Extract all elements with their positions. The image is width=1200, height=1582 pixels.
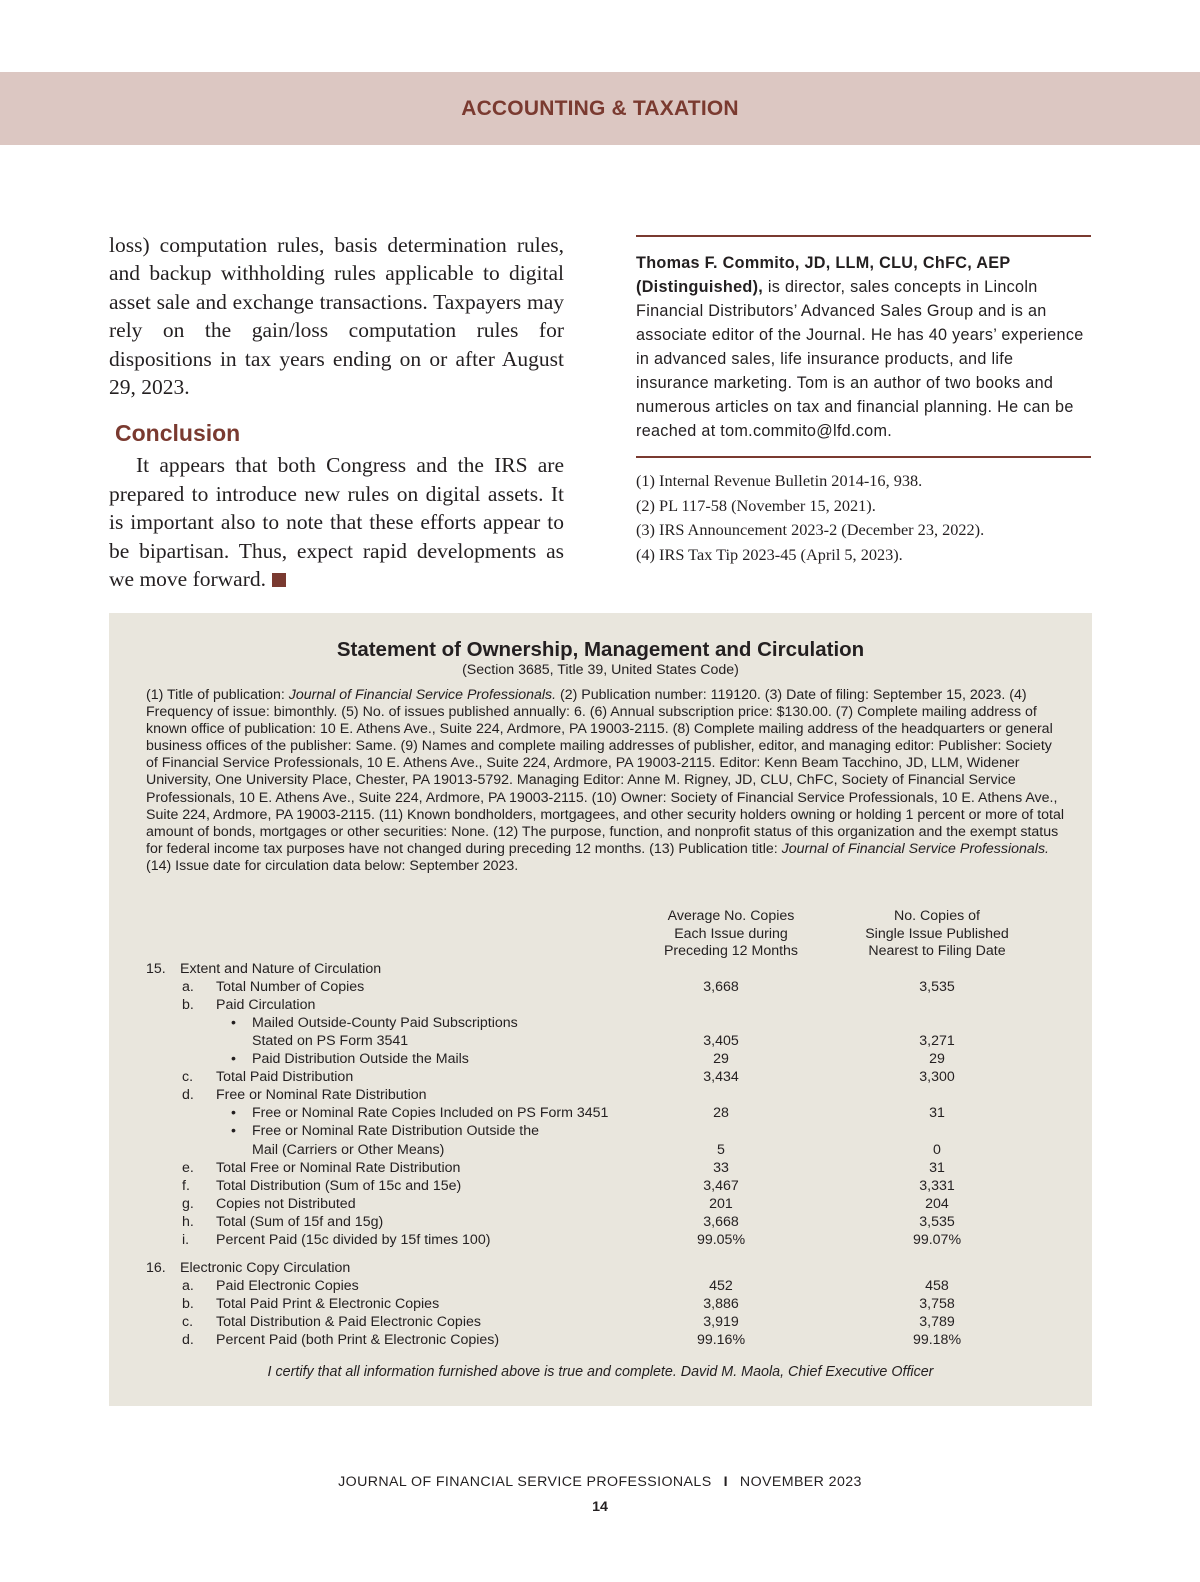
row-value-single-issue: 3,789 (919, 1313, 955, 1330)
row-value-average: 29 (713, 1051, 729, 1068)
row-label: Total Number of Copies (216, 979, 365, 996)
row-value-average: 201 (709, 1195, 733, 1212)
publication-title: Journal of Financial Service Professionals. (781, 840, 1049, 857)
row-value-single-issue: 3,300 (919, 1069, 955, 1086)
row-label: Total Distribution (Sum of 15c and 15e) (216, 1177, 462, 1194)
table-row (109, 1213, 1092, 1231)
table-row (109, 1068, 1092, 1086)
endnote: (1) Internal Revenue Bulletin 2014-16, 938. (636, 471, 923, 490)
row-label: Extent and Nature of Circulation (180, 961, 382, 977)
row-value-single-issue: 3,535 (919, 1213, 955, 1230)
page-footer (0, 1474, 1200, 1490)
footer-separator: I (723, 1474, 728, 1490)
row-label: Mailed Outside-County Paid Subscriptions (252, 1015, 518, 1032)
conclusion-paragraph (109, 451, 564, 593)
row-label: Percent Paid (both Print & Electronic Copies) (216, 1332, 500, 1348)
row-number: 15. (146, 961, 166, 977)
endnote: (4) IRS Tax Tip 2023-45 (April 5, 2023). (636, 544, 903, 564)
row-value-average: 5 (717, 1141, 725, 1158)
column-header-line: Nearest to Filing Date (868, 943, 1006, 959)
table-row (109, 1331, 1092, 1349)
row-value-single-issue: 3,271 (919, 1033, 955, 1050)
row-bullet: • (231, 1051, 236, 1068)
row-letter: a. (182, 1277, 194, 1294)
row-value-average: 452 (709, 1277, 733, 1294)
table-row (109, 996, 1092, 1014)
column-header-line: Single Issue Published (865, 925, 1009, 942)
statement-text: (1) Title of publication: (146, 687, 289, 703)
row-label: Mail (Carriers or Other Means) (252, 1141, 445, 1158)
row-value-single-issue: 99.07% (912, 1231, 962, 1248)
table-row (109, 978, 1092, 996)
row-value-average: 99.16% (696, 1332, 746, 1348)
row-letter: d. (182, 1087, 194, 1104)
row-value-average: 3,919 (703, 1313, 739, 1330)
table-row (109, 1141, 1092, 1159)
column-header-average (621, 908, 841, 961)
endnote: (2) PL 117-58 (November 15, 2021). (636, 495, 876, 515)
row-value-average: 3,467 (703, 1177, 739, 1194)
author-name: Thomas F. Commito, JD, LLM, CLU, ChFC, AEP (Distinguished), (636, 254, 1011, 296)
row-value-single-issue: 3,331 (919, 1177, 955, 1194)
column-header-single-issue (827, 908, 1047, 961)
row-letter: f. (182, 1177, 190, 1194)
row-label: Free or Nominal Rate Distribution (216, 1087, 427, 1104)
table-row (109, 1195, 1092, 1213)
section-banner (0, 72, 1200, 145)
row-value-average: 3,886 (703, 1295, 739, 1312)
row-value-single-issue: 204 (925, 1195, 949, 1212)
row-label: Total (Sum of 15f and 15g) (216, 1213, 384, 1230)
row-bullet: • (231, 1123, 236, 1140)
table-row (109, 1177, 1092, 1195)
row-value-average: 28 (713, 1105, 729, 1122)
issue-date: NOVEMBER 2023 (739, 1474, 862, 1490)
row-label: Total Distribution & Paid Electronic Copies (216, 1313, 481, 1330)
table-row (109, 1050, 1092, 1068)
row-value-average: 99.05% (696, 1231, 746, 1248)
row-letter: c. (182, 1069, 194, 1086)
row-letter: b. (182, 1295, 194, 1312)
conclusion-text: It appears that both Congress and the IRS are prepared to introduce new rules on digital assets. It is important also to note that these efforts appear to be bipartisan. Thus, expect rapid developments as we move forward. (109, 453, 564, 592)
author-bio-text: is director, sales concepts in Lincoln Financial Distributors’ Advanced Sales Group and is an associate editor of the Journal. He has 40 years’ experience in advanced sales, life insurance products, and life insurance marketing. Tom is an author of two books and numerous articles on tax and financial planning. He can be reached at tom.commito@lfd.com. (636, 278, 1084, 440)
row-letter: d. (182, 1332, 194, 1348)
author-bio (636, 235, 1091, 458)
statement-paragraph (146, 687, 1066, 875)
certification: I certify that all information furnished above is true and complete. David M. Maola, Chief Executive Officer (267, 1364, 934, 1380)
table-row (109, 1259, 1092, 1277)
table-row (109, 1159, 1092, 1177)
row-value-single-issue: 458 (925, 1277, 949, 1294)
row-bullet: • (231, 1015, 236, 1032)
statement-text: (14) Issue date for circulation data below: September 2023. (146, 857, 519, 874)
row-label: Paid Electronic Copies (216, 1277, 359, 1294)
row-letter: e. (182, 1159, 194, 1176)
table-row (109, 1231, 1092, 1249)
intro-paragraph: loss) computation rules, basis determination rules, and backup withholding rules applicable to digital asset sale and exchange transactions. Taxpayers may rely on the gain/loss computation rules for dispositions in tax years ending on or after August 29, 2023. (109, 233, 564, 400)
section-title: ACCOUNTING & TAXATION (461, 97, 739, 120)
journal-name: JOURNAL OF FINANCIAL SERVICE PROFESSIONALS (338, 1474, 712, 1490)
publication-title: Journal of Financial Service Professionals. (288, 687, 557, 703)
row-letter: i. (182, 1231, 190, 1248)
endnote: (3) IRS Announcement 2023-2 (December 23, 2022). (636, 520, 985, 539)
row-label: Copies not Distributed (216, 1195, 356, 1212)
table-row (109, 960, 1092, 978)
column-header-line: Preceding 12 Months (663, 943, 799, 959)
row-value-average: 33 (713, 1159, 729, 1176)
row-label: Total Paid Print & Electronic Copies (216, 1295, 440, 1312)
row-label: Free or Nominal Rate Distribution Outside the (252, 1123, 540, 1140)
table-row (109, 1122, 1092, 1140)
column-header-line: No. Copies of (894, 908, 980, 924)
statement-subtitle: (Section 3685, Title 39, United States Code) (462, 662, 739, 678)
end-of-article-mark (272, 573, 286, 587)
row-label: Total Free or Nominal Rate Distribution (216, 1159, 461, 1176)
table-row (109, 1014, 1092, 1032)
row-letter: b. (182, 997, 194, 1014)
row-letter: g. (182, 1195, 194, 1212)
row-value-single-issue: 3,535 (919, 979, 955, 996)
row-letter: h. (182, 1213, 194, 1230)
row-number: 16. (146, 1259, 166, 1276)
statement-text: (2) Publication number: 119120. (3) Date of filing: September 15, 2023. (4) Frequency of issue: bimonthly. (5) No. of issues published annually: 6. (6) Annual subscription price: $130.00. (7) Complete mailing address of known office of publication: 10 E. Athens Ave., Suite 224, Ardmore, PA 19003-2115. (8) Complete mailing address of the headquarters or general business offices of the publisher: Same. (9) Names and complete mailing addresses of publisher, editor, and managing editor: Publisher: Society of Financial Service Professionals, 10 E. Athens Ave., Suite 224, Ardmore, PA 19003-2115. Editor: Kenn Beam Tacchino, JD, LLM, Widener University, One University Place, Chester, PA 19013-5792. Managing Editor: Anne M. Rigney, JD, CLU, ChFC, Society of Financial Service Professionals, 10 E. Athens Ave., Suite 224, Ardmore, PA 19003-2115. (10) Owner: Society of Financial Service Professionals, 10 E. Athens Ave., Suite 224, Ardmore, PA 19003-2115. (11) Known bondholders, mortgagees, and other security holders owning or holding 1 percent or more of total amount of bonds, mortgages or other securities: None. (12) The purpose, function, and nonprofit status of this organization and the exempt status for federal income tax purposes have not changed during preceding 12 months. (13) Publication title: (146, 687, 1065, 857)
ownership-statement-box (109, 613, 1092, 1406)
row-label: Percent Paid (15c divided by 15f times 100) (216, 1231, 491, 1248)
article-column (109, 231, 564, 593)
table-row (109, 1295, 1092, 1313)
row-label: Electronic Copy Circulation (180, 1259, 351, 1276)
column-header-line: Average No. Copies (667, 908, 795, 924)
row-value-average: 3,668 (703, 1213, 739, 1230)
row-value-single-issue: 99.18% (912, 1332, 962, 1348)
row-label: Total Paid Distribution (216, 1069, 354, 1086)
row-bullet: • (231, 1105, 236, 1122)
row-value-average: 3,668 (703, 979, 739, 996)
row-label: Paid Circulation (216, 997, 316, 1014)
row-value-single-issue: 31 (929, 1159, 945, 1176)
table-row (109, 1086, 1092, 1104)
statement-title: Statement of Ownership, Management and Circulation (336, 638, 865, 661)
table-row (109, 1313, 1092, 1331)
row-value-single-issue: 31 (929, 1105, 945, 1122)
conclusion-heading: Conclusion (115, 420, 241, 447)
row-letter: c. (182, 1313, 194, 1330)
row-label: Free or Nominal Rate Copies Included on PS Form 3451 (252, 1105, 609, 1122)
row-letter: a. (182, 979, 194, 996)
endnotes (636, 469, 1096, 567)
table-row (109, 1104, 1092, 1122)
page-number: 14 (592, 1499, 608, 1515)
row-value-single-issue: 0 (933, 1141, 941, 1158)
table-row (109, 1032, 1092, 1050)
table-row (109, 1277, 1092, 1295)
row-value-single-issue: 3,758 (919, 1295, 955, 1312)
row-label: Stated on PS Form 3541 (252, 1033, 409, 1050)
row-value-single-issue: 29 (929, 1051, 945, 1068)
column-header-line: Each Issue during (674, 925, 788, 942)
row-value-average: 3,405 (703, 1033, 739, 1050)
row-value-average: 3,434 (703, 1069, 739, 1086)
row-label: Paid Distribution Outside the Mails (252, 1051, 469, 1068)
